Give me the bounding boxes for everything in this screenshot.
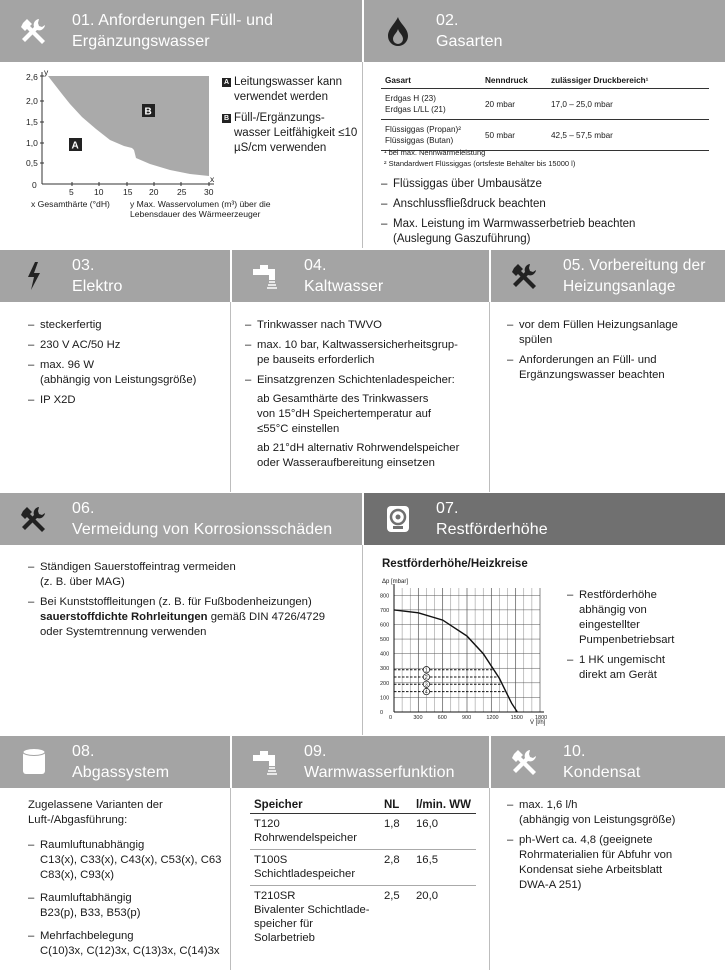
legend-a-text: Leitungswasser kann verwendet werden: [234, 76, 343, 103]
x-tick-label: 1500: [510, 715, 523, 721]
section-number: 06.: [72, 500, 95, 517]
list-item: – Ständigen Sauerstoffeintrag vermeiden (z. B. über MAG): [28, 560, 360, 590]
level-label: 2: [424, 674, 428, 681]
level-label: 1: [424, 667, 428, 674]
level-label: 4: [424, 689, 428, 696]
footnote-2: ² Standardwert Flüssiggas (ortsfeste Behälter bis 15000 l): [384, 159, 576, 168]
gas-pressure: 20 mbar: [481, 89, 547, 120]
y-tick-label: 100: [380, 695, 390, 702]
list-item: – Max. Leistung im Warmwasserbetrieb beachten (Auslegung Gaszuführung): [381, 217, 716, 247]
section-title-line2: Ergänzungswasser: [72, 33, 210, 50]
gas-pressure: 50 mbar: [481, 120, 547, 151]
table-row: T100S Schichtladespeicher 2,8 16,5: [250, 850, 476, 886]
chart-ylabel: Δp [mbar]: [382, 579, 409, 585]
x-axis-caption: x Gesamthärte (°dH): [31, 199, 110, 209]
header-08: [0, 736, 230, 788]
nl-value: 2,5: [384, 890, 400, 902]
table-row: T210SR Bivalenter Schichtlade- speicher für Solarbetrieb 2,5 20,0: [250, 886, 476, 950]
header-10: [491, 736, 725, 788]
divider: [489, 788, 490, 970]
abgas-list: [28, 838, 228, 964]
xtick: 30: [204, 187, 214, 197]
y-tick-label: 800: [380, 593, 390, 600]
list-item: – max. 10 bar, Kaltwassersicherheitsgrup- pe bauseits erforderlich: [245, 338, 485, 368]
ww-table-wrap: [250, 797, 476, 949]
section-title: 01. Anforderungen Füll- und: [72, 12, 274, 29]
y-tick-label: 300: [380, 666, 390, 673]
list-item: – ph-Wert ca. 4,8 (geeignete Rohrmaterialien für Abfuhr von Kondensat siehe Arbeitsblatt DWA-A 251): [507, 833, 719, 893]
list-item: – steckerfertig: [28, 318, 228, 333]
ww-table: [250, 797, 476, 949]
legend-b-text: Füll-/Ergänzungs- wasser Leitfähigkeit ≤10 µS/cm verwenden: [234, 112, 358, 154]
ytick: 1,5: [26, 117, 38, 127]
list-item: – 230 V AC/50 Hz: [28, 338, 228, 353]
ytick: 2,0: [26, 96, 38, 106]
tap-icon: [250, 746, 282, 778]
section-number: 04.: [304, 257, 327, 274]
header-02: [364, 0, 725, 62]
table-row: T120 Rohrwendelspeicher 1,8 16,0: [250, 814, 476, 850]
y-tick-label: 400: [380, 651, 390, 658]
y-tick-label: 0: [380, 710, 384, 716]
tools-icon: [509, 260, 541, 292]
header-01: [0, 0, 362, 62]
legend-b-marker: B: [223, 115, 230, 122]
list-item: – Restförderhöhe abhängig von eingestellter Pumpenbetriebsart: [567, 588, 717, 648]
header-05: [491, 250, 725, 302]
gas-name: Erdgas H (23): [385, 94, 436, 103]
gas-name: Erdgas L/LL (21): [385, 105, 446, 114]
section-number: 07.: [436, 500, 459, 517]
divider: [489, 302, 490, 492]
section-title: Restförderhöhe: [436, 521, 548, 538]
y-tick-label: 600: [380, 622, 390, 629]
gas-table: [381, 74, 709, 151]
section-title: Gasarten: [436, 33, 503, 50]
header-04: [232, 250, 489, 302]
section-number: 09.: [304, 743, 327, 760]
col-header: zulässiger Druckbereich¹: [547, 74, 709, 89]
cylinder-icon: [18, 746, 50, 778]
col-header: Speicher: [250, 797, 380, 814]
pump-icon: [382, 503, 414, 535]
list-item: – Raumluftabhängig B23(p), B33, B53(p): [28, 891, 228, 921]
flame-icon: [382, 15, 414, 47]
gas-name: Flüssiggas (Propan)²: [385, 125, 461, 134]
area-a-label: A: [71, 140, 79, 152]
y-tick-label: 200: [380, 680, 390, 687]
tap-icon: [250, 260, 282, 292]
nl-value: 1,8: [380, 814, 412, 850]
section-number: 05.: [563, 257, 585, 274]
header-03: [0, 250, 230, 302]
abgas-intro: Zugelassene Varianten der Luft-/Abgasführung:: [28, 799, 163, 826]
vorbereitung-list: [507, 318, 719, 388]
y-tick-label: 700: [380, 607, 390, 614]
tools-icon: [18, 503, 50, 535]
gas-notes: [381, 177, 716, 247]
kaltwasser-list: [245, 318, 485, 476]
col-header: NL: [380, 797, 412, 814]
lmin-value: 16,0: [412, 814, 476, 850]
table-row: [381, 89, 709, 120]
y-axis-caption: y Max. Wasservolumen (m³) über die Lebensdauer des Wärmeerzeuger: [130, 199, 271, 219]
kondensat-list: [507, 798, 719, 898]
col-header: Gasart: [381, 74, 481, 89]
lightning-icon: [18, 260, 50, 292]
xtick: 5: [69, 187, 74, 197]
section-title: Elektro: [72, 278, 123, 295]
table-row: [381, 120, 709, 151]
xtick: 20: [149, 187, 159, 197]
chart-xlabel: V̇ [l/h]: [530, 720, 546, 726]
list-item: – Anforderungen an Füll- und Ergänzungswasser beachten: [507, 353, 719, 383]
list-item: – vor dem Füllen Heizungsanlage spülen: [507, 318, 719, 348]
tools-icon: [18, 15, 50, 47]
nl-value: 2,8: [380, 850, 412, 886]
table-header-row: [381, 74, 709, 89]
pump-chart: [372, 572, 562, 727]
y-tick-label: 500: [380, 637, 390, 644]
footnote-1: ¹ bei max. Nennwärmeleistung: [384, 148, 486, 157]
section-number: 03.: [72, 257, 95, 274]
list-item: – max. 1,6 l/h (abhängig von Leistungsgröße): [507, 798, 719, 828]
level-label: 3: [424, 682, 428, 689]
section-title: Kondensat: [563, 764, 641, 781]
gas-name: Flüssiggas (Butan): [385, 136, 454, 145]
section-title: Vorbereitung der: [589, 257, 706, 274]
lmin-value: 16,5: [412, 850, 476, 886]
col-header: Nenndruck: [481, 74, 547, 89]
gas-range: 17,0 – 25,0 mbar: [547, 89, 709, 120]
x-tick-label: 600: [437, 715, 447, 721]
pump-curve: [394, 610, 517, 712]
list-item: – Raumluftunabhängig C13(x), C33(x), C43(x), C53(x), C63 C83(x), C93(x): [28, 838, 228, 883]
elektro-list: [28, 318, 228, 413]
ytick: 0: [32, 180, 37, 190]
list-item: – Trinkwasser nach TWVO: [245, 318, 485, 333]
x-tick-label: 0: [389, 715, 393, 721]
list-item: – IP X2D: [28, 393, 228, 408]
xtick: 15: [123, 187, 133, 197]
header-06: [0, 493, 362, 545]
table-header-row: [250, 797, 476, 814]
area-b-label: B: [144, 106, 152, 118]
header-09: [232, 736, 489, 788]
ytick: 2,6: [26, 72, 38, 82]
korrosion-list: [28, 560, 360, 645]
list-item: – Mehrfachbelegung C(10)3x, C(12)3x, C(13)3x, C(14)3x: [28, 929, 228, 959]
ytick: 1,0: [26, 138, 38, 148]
x-tick-label: 900: [462, 715, 472, 721]
list-item: – Flüssiggas über Umbausätze: [381, 177, 716, 192]
section-title: Vermeidung von Korrosionsschäden: [72, 521, 333, 538]
list-item: – Bei Kunststoffleitungen (z. B. für Fußbodenheizungen) sauerstoffdichte Rohrleitungen gemäß DIN 4726/4729 oder Systemtrennung verwenden: [28, 595, 360, 640]
list-item: – Anschlussfließdruck beachten: [381, 197, 716, 212]
x-tick-label: 300: [413, 715, 423, 721]
curve-area: [48, 76, 209, 176]
xtick: 25: [177, 187, 187, 197]
tools-icon: [509, 746, 541, 778]
col-header: l/min. WW: [412, 797, 476, 814]
ytick: 0,5: [26, 158, 38, 168]
legend-a-marker: A: [223, 79, 230, 86]
section-title: Warmwasserfunktion: [304, 764, 455, 781]
list-item: – max. 96 W (abhängig von Leistungsgröße): [28, 358, 228, 388]
section-number: 08.: [72, 743, 95, 760]
list-item: – 1 HK ungemischt direkt am Gerät: [567, 653, 717, 683]
section-number: 10.: [563, 743, 586, 760]
chart-title: Restförderhöhe/Heizkreise: [382, 558, 528, 570]
axis-y-letter: y: [44, 67, 49, 77]
section-title-line2: Heizungsanlage: [563, 278, 676, 295]
lmin-value: 20,0: [416, 890, 438, 902]
xtick: 10: [94, 187, 104, 197]
pump-chart-svg: [372, 572, 562, 727]
divider: [230, 302, 231, 492]
restfoerder-list: [567, 588, 717, 688]
section-number: 02.: [436, 12, 459, 29]
divider: [362, 545, 363, 735]
header-07: [364, 493, 725, 545]
gas-range: 42,5 – 57,5 mbar: [547, 120, 709, 151]
section-title: Kaltwasser: [304, 278, 384, 295]
x-tick-label: 1800: [535, 715, 548, 721]
x-tick-label: 1200: [486, 715, 499, 721]
axis-x-letter: x: [210, 174, 215, 184]
list-item: – Einsatzgrenzen Schichtenladespeicher: ab Gesamthärte des Trinkwassers von 15°dH Speichertemperatur auf ≤55°C einstellen ab 21°dH alternativ Rohrwendelspeicher oder Wasseraufbereitung einsetzen: [245, 373, 485, 471]
divider: [230, 788, 231, 970]
divider: [362, 62, 363, 248]
section-title: Abgassystem: [72, 764, 170, 781]
gas-table-wrap: [381, 74, 709, 151]
